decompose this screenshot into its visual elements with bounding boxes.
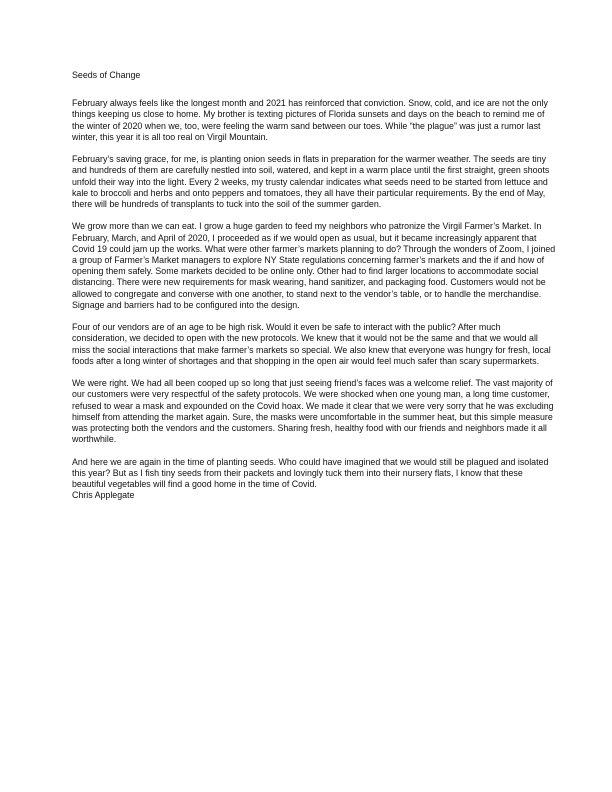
paragraph-farmers-market: We grow more than we can eat. I grow a huge garden to feed my neighbors who patronize the Virgil Farmer’s Market. In February, March, and April of 2020, I proceeded as if we would open as usual, but it became increasingly apparent that Covid 19 could jam up the works. What were other farmer’s markets planning to do? Through the wonders of Zoom, I joined a group of Farmer’s Market managers to explore NY State regulations concerning farmer’s markets and the if and how of opening them safely. Some markets decided to be online only. Other had to find larger locations to accommodate social distancing. There were new requirements for mask wearing, hand sanitizer, and packaging food. Customers would not be allowed to congregate and converse with one another, to stand next to the vendor’s table, or to handle the merchandise. Signage and barriers had to be configured into the design. bbox=[72, 221, 556, 310]
paragraph-vendors: Four of our vendors are of an age to be high risk. Would it even be safe to interact with the public? After much consideration, we decided to open with the new protocols. We knew that it would not be the same and that we would all miss the social interactions that make farmer’s markets so special. We also knew that everyone was hungry for fresh, local foods after a long winter of shortages and that shopping in the open air would feel much safer than scary supermarkets. bbox=[72, 322, 551, 366]
document-title: Seeds of Change bbox=[72, 70, 141, 80]
paragraph-saving-grace: February’s saving grace, for me, is planting onion seeds in flats in preparation for the warmer weather. The seeds are tiny and hundreds of them are carefully nestled into soil, watered, and kept in a warm place until the first straight, green shoots unfold their way into the light. Every 2 weeks, my trusty calendar indicates what seeds need to be started from lettuce and kale to broccoli and herbs and onto peppers and tomatoes, they all have their particular requirements. By the end of May, there will be hundreds of transplants to tuck into the soil of the summer garden. bbox=[72, 154, 550, 210]
paragraph-we-were-right: We were right. We had all been cooped up so long that just seeing friend’s faces was a welcome relief. The vast majority of our customers were very respectful of the safety protocols. We were shocked when one young man, a long time customer, refused to wear a mask and expounded on the Covid hoax. We made it clear that we were very sorry that he was excluding himself from attending the market again. Sure, the masks were uncomfortable in the summer heat, but this simple measure was protecting both the vendors and the customers. Sharing fresh, healthy food with our friends and neighbors made it all worthwhile. bbox=[72, 378, 554, 445]
paragraph-intro: February always feels like the longest month and 2021 has reinforced that conviction. Snow, cold, and ice are not the only things keeping us close to home. My brother is texting pictures of Florida sunsets and days on the beach to remind me of the winter of 2020 when we, too, were feeling the warm sand between our toes. While “the plague” was just a rumor last winter, this year it is all too real on Virgil Mountain. bbox=[72, 98, 548, 142]
paragraph-planting-again: And here we are again in the time of planting seeds. Who could have imagined that we would still be plagued and isolated this year? But as I fish tiny seeds from their packets and lovingly tuck them into their nursery flats, I know that these beautiful vegetables will find a good home in the time of Covid. bbox=[72, 456, 549, 490]
author-signature: Chris Applegate bbox=[72, 490, 135, 501]
document-page bbox=[72, 70, 556, 501]
